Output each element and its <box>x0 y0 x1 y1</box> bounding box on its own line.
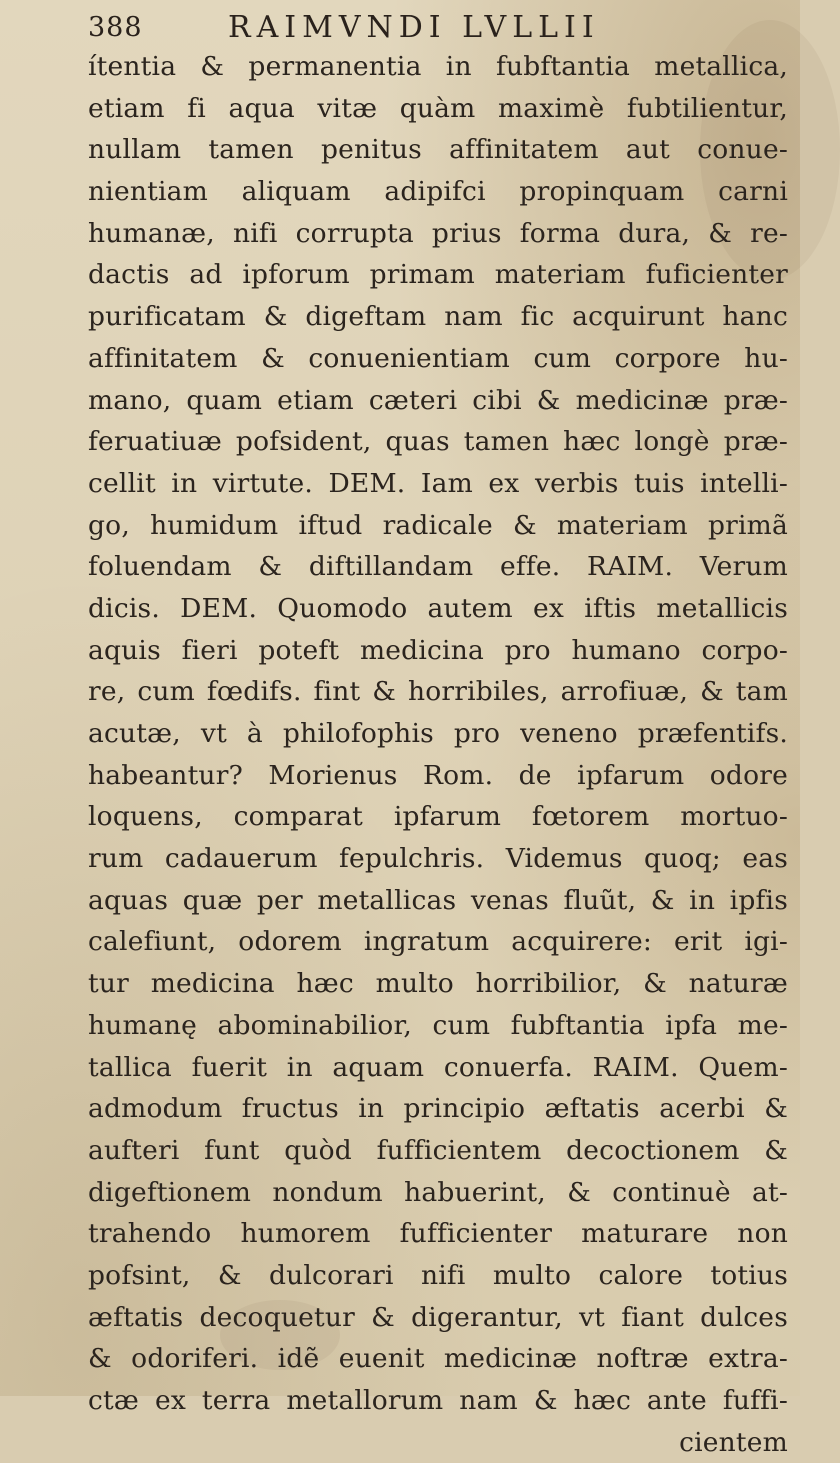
catchword: cientem <box>679 1426 788 1458</box>
text-line: aufteri funt quòd fufficientem decoctionem & <box>88 1134 788 1166</box>
text-line: acutæ, vt à philofophis pro veneno præfentifs. <box>88 718 788 749</box>
text-line: foluendam & diftillandam effe. RAIM. Verum <box>88 551 788 583</box>
text-line: feruatiuæ pofsident, quas tamen hæc longè præ- <box>88 426 788 458</box>
text-line: tallica fuerit in aquam conuerfa. RAIM. Quem- <box>88 1051 788 1083</box>
text-line: dicis. DEM. Quomodo autem ex iftis metallicis <box>88 592 788 624</box>
text-line: loquens, comparat ipfarum fœtorem mortuo- <box>88 801 788 833</box>
text-line: re, cum fœdifs. fint & horribiles, arrofiuæ, & tam <box>88 676 788 708</box>
text-line: admodum fructus in principio æftatis acerbi & <box>88 1093 788 1125</box>
running-head: RAIMVNDI LVLLII <box>228 10 600 45</box>
text-line: digeftionem nondum habuerint, & continuè at- <box>88 1176 788 1208</box>
text-line: æftatis decoquetur & digerantur, vt fiant dulces <box>88 1301 788 1333</box>
text-line: etiam fi aqua vitæ quàm maximè fubtilientur, <box>88 92 788 124</box>
text-line: aquas quæ per metallicas venas fluũt, & in ipfis <box>88 884 788 916</box>
text-line: dactis ad ipforum primam materiam fuficienter <box>88 259 788 291</box>
text-line: rum cadauerum fepulchris. Videmus quoq; eas <box>88 843 788 875</box>
text-line: aquis fieri poteft medicina pro humano corpo- <box>88 634 788 666</box>
text-line: go, humidum iftud radicale & materiam primã <box>88 509 788 541</box>
text-line: affinitatem & conuenientiam cum corpore hu- <box>88 342 788 374</box>
text-line: calefiunt, odorem ingratum acquirere: erit igi- <box>88 926 788 958</box>
text-line: & odoriferi. idẽ euenit medicinæ noftræ extra- <box>88 1343 788 1375</box>
text-line: mano, quam etiam cæteri cibi & medicinæ præ- <box>88 384 788 416</box>
text-line: pofsint, & dulcorari nifi multo calore totius <box>88 1259 788 1291</box>
text-line: purificatam & digeftam nam fic acquirunt hanc <box>88 301 788 333</box>
text-line: humanę abominabilior, cum fubftantia ipfa me- <box>88 1009 788 1041</box>
text-line: trahendo humorem fufficienter maturare non <box>88 1218 788 1250</box>
text-line: nullam tamen penitus affinitatem aut conue- <box>88 134 788 166</box>
page-header <box>88 6 728 46</box>
page-number: 388 <box>88 12 143 43</box>
text-line: tur medicina hæc multo horribilior, & naturæ <box>88 968 788 1000</box>
text-line: nientiam aliquam adipifci propinquam carni <box>88 176 788 208</box>
text-line: ítentia & permanentia in fubftantia metallica, <box>88 51 788 82</box>
body-text <box>88 46 788 1463</box>
text-line: cellit in virtute. DEM. Iam ex verbis tuis intelli- <box>88 467 788 499</box>
text-line: habeantur? Morienus Rom. de ipfarum odore <box>88 759 788 791</box>
text-line: ctæ ex terra metallorum nam & hæc ante fuffi- <box>88 1385 788 1416</box>
text-line: humanæ, nifi corrupta prius forma dura, & re- <box>88 217 788 249</box>
